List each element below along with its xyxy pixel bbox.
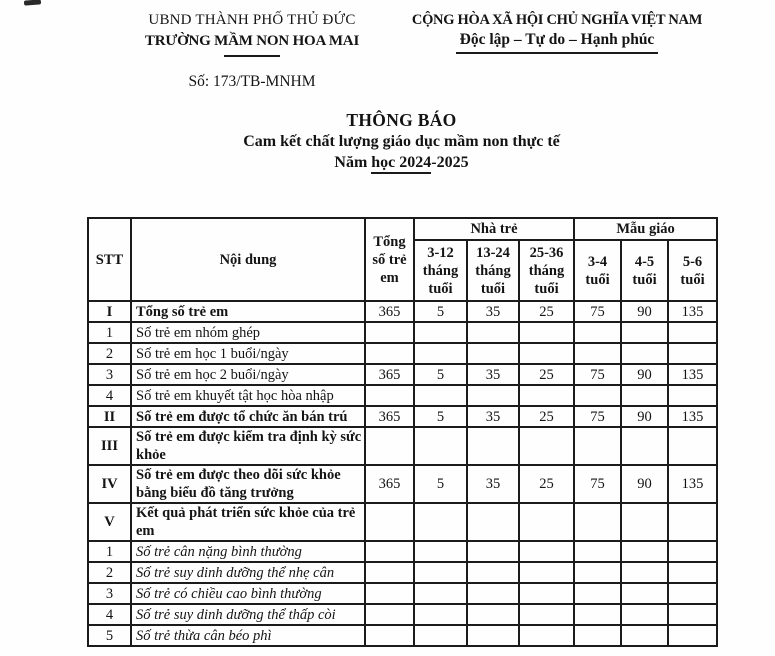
row-value — [621, 625, 668, 646]
scan-artifact — [24, 0, 41, 6]
document-number: Số: 173/TB-MNHM — [188, 73, 316, 90]
row-value — [414, 625, 467, 646]
row-value — [467, 503, 519, 541]
table-row — [88, 541, 717, 562]
row-stt: 4 — [88, 385, 131, 406]
row-value: 5 — [414, 301, 467, 322]
row-stt: 2 — [88, 343, 131, 364]
table-row — [88, 343, 717, 364]
header-age-4-5y: 4-5 tuổi — [621, 240, 668, 301]
row-value — [621, 503, 668, 541]
row-value — [414, 385, 467, 406]
row-label: Số trẻ em được kiểm tra định kỳ sức khỏe — [131, 427, 365, 465]
letterhead-left-rule — [224, 55, 280, 57]
school-year-suffix: -2025 — [431, 154, 469, 171]
row-value: 35 — [467, 301, 519, 322]
row-value — [467, 385, 519, 406]
row-value — [621, 385, 668, 406]
row-value — [621, 322, 668, 343]
row-label: Số trẻ em nhóm ghép — [131, 322, 365, 343]
row-value: 35 — [467, 364, 519, 385]
header-group-kindergarten: Mẫu giáo — [574, 218, 717, 240]
row-value: 365 — [365, 406, 414, 427]
row-value: 25 — [519, 406, 574, 427]
row-value — [365, 322, 414, 343]
row-value — [365, 541, 414, 562]
row-stt: 5 — [88, 625, 131, 646]
table-row — [88, 385, 717, 406]
row-stt: IV — [88, 465, 131, 503]
row-value — [365, 343, 414, 364]
row-stt: 2 — [88, 562, 131, 583]
school-name: TRƯỜNG MẦM NON HOA MAI — [144, 33, 360, 49]
row-value — [414, 322, 467, 343]
table-row — [88, 406, 717, 427]
row-stt: 4 — [88, 604, 131, 625]
row-label: Số trẻ em học 1 buổi/ngày — [131, 343, 365, 364]
row-value — [414, 503, 467, 541]
row-label: Số trẻ thừa cân béo phì — [131, 625, 365, 646]
row-value — [519, 427, 574, 465]
header-group-nursery: Nhà trẻ — [414, 218, 574, 240]
row-value — [467, 583, 519, 604]
row-stt: V — [88, 503, 131, 541]
row-value — [574, 322, 621, 343]
row-value — [621, 541, 668, 562]
row-value — [574, 562, 621, 583]
row-value: 90 — [621, 301, 668, 322]
row-value — [574, 343, 621, 364]
row-value — [668, 503, 717, 541]
row-value — [365, 427, 414, 465]
row-value: 135 — [668, 465, 717, 503]
row-label: Số trẻ em khuyết tật học hòa nhập — [131, 385, 365, 406]
notice-title: THÔNG BÁO — [346, 110, 457, 130]
row-value: 365 — [365, 364, 414, 385]
national-motto-line2: Độc lập – Tự do – Hạnh phúc — [456, 30, 659, 54]
row-value — [467, 322, 519, 343]
row-value — [574, 583, 621, 604]
row-value: 5 — [414, 465, 467, 503]
row-value — [621, 583, 668, 604]
row-value — [467, 562, 519, 583]
row-value — [621, 343, 668, 364]
row-value: 35 — [467, 406, 519, 427]
row-label: Số trẻ cân nặng bình thường — [131, 541, 365, 562]
row-value — [519, 541, 574, 562]
national-motto-line1: CỘNG HÒA XÃ HỘI CHỦ NGHĨA VIỆT NAM — [411, 12, 703, 28]
table-row — [88, 562, 717, 583]
row-value: 5 — [414, 364, 467, 385]
row-value — [365, 385, 414, 406]
row-value — [621, 604, 668, 625]
row-value: 25 — [519, 465, 574, 503]
row-value: 90 — [621, 406, 668, 427]
row-value — [574, 385, 621, 406]
row-value — [668, 625, 717, 646]
row-value — [519, 583, 574, 604]
row-value — [365, 503, 414, 541]
school-year-underlined: học 2024 — [371, 154, 431, 174]
row-value — [668, 604, 717, 625]
row-value — [668, 583, 717, 604]
letterhead-right — [396, 10, 718, 54]
notice-subtitle: Cam kết chất lượng giáo dục mầm non thực tế — [243, 133, 560, 150]
table-header-group-row — [88, 218, 717, 240]
row-value: 5 — [414, 406, 467, 427]
row-label: Kết quả phát triển sức khỏe của trẻ em — [131, 503, 365, 541]
table-row — [88, 427, 717, 465]
row-stt: 3 — [88, 364, 131, 385]
header-age-3-12m: 3-12 tháng tuổi — [414, 240, 467, 301]
row-value — [365, 625, 414, 646]
row-value — [467, 625, 519, 646]
school-year-prefix: Năm — [334, 154, 372, 171]
row-value — [414, 562, 467, 583]
row-value — [414, 604, 467, 625]
row-label: Số trẻ em học 2 buổi/ngày — [131, 364, 365, 385]
row-label: Số trẻ suy dinh dưỡng thể thấp còi — [131, 604, 365, 625]
row-value — [414, 343, 467, 364]
row-value — [519, 322, 574, 343]
row-label: Số trẻ suy dinh dưỡng thể nhẹ cân — [131, 562, 365, 583]
row-value — [621, 427, 668, 465]
header-age-5-6y: 5-6 tuổi — [668, 240, 717, 301]
row-stt: III — [88, 427, 131, 465]
row-value — [467, 343, 519, 364]
row-value — [668, 541, 717, 562]
row-value — [519, 503, 574, 541]
header-content: Nội dung — [131, 218, 365, 301]
table-row — [88, 322, 717, 343]
header-age-25-36m: 25-36 tháng tuổi — [519, 240, 574, 301]
row-value — [574, 503, 621, 541]
row-value — [414, 541, 467, 562]
table-row — [88, 364, 717, 385]
title-block — [87, 109, 716, 174]
row-value — [668, 322, 717, 343]
row-stt: 1 — [88, 322, 131, 343]
row-value — [365, 583, 414, 604]
row-stt: 1 — [88, 541, 131, 562]
row-value — [519, 385, 574, 406]
row-value: 135 — [668, 406, 717, 427]
row-value — [668, 343, 717, 364]
row-value — [519, 343, 574, 364]
table-row — [88, 503, 717, 541]
row-value — [365, 562, 414, 583]
row-value — [621, 562, 668, 583]
row-value: 135 — [668, 301, 717, 322]
row-value: 75 — [574, 301, 621, 322]
issuing-authority: UBND THÀNH PHỐ THỦ ĐỨC — [148, 12, 356, 28]
table-row — [88, 583, 717, 604]
row-label: Số trẻ em được tổ chức ăn bán trú — [131, 406, 365, 427]
commitment-table — [87, 217, 718, 647]
row-value — [519, 604, 574, 625]
table-row — [88, 604, 717, 625]
row-value — [467, 604, 519, 625]
row-stt: II — [88, 406, 131, 427]
row-value — [574, 604, 621, 625]
row-value — [574, 625, 621, 646]
header-stt: STT — [88, 218, 131, 301]
header-age-3-4y: 3-4 tuổi — [574, 240, 621, 301]
header-total-children: Tổng số trẻ em — [365, 218, 414, 301]
row-label: Số trẻ em được theo dõi sức khỏe bằng biểu đồ tăng trưởng — [131, 465, 365, 503]
row-value: 90 — [621, 364, 668, 385]
row-value: 25 — [519, 364, 574, 385]
row-value — [668, 562, 717, 583]
row-label: Tổng số trẻ em — [131, 301, 365, 322]
table-row — [88, 465, 717, 503]
row-stt: 3 — [88, 583, 131, 604]
row-value: 135 — [668, 364, 717, 385]
row-value — [414, 583, 467, 604]
letterhead-left — [128, 10, 376, 92]
row-label: Số trẻ có chiều cao bình thường — [131, 583, 365, 604]
row-value — [519, 562, 574, 583]
row-value: 75 — [574, 364, 621, 385]
row-value — [414, 427, 467, 465]
row-value: 75 — [574, 465, 621, 503]
row-value — [519, 625, 574, 646]
row-value — [467, 541, 519, 562]
row-value: 90 — [621, 465, 668, 503]
table-row — [88, 625, 717, 646]
row-value: 75 — [574, 406, 621, 427]
row-value — [668, 427, 717, 465]
row-value: 25 — [519, 301, 574, 322]
table-row — [88, 301, 717, 322]
row-value — [467, 427, 519, 465]
table-body — [88, 301, 717, 646]
row-value: 35 — [467, 465, 519, 503]
row-value: 365 — [365, 301, 414, 322]
row-value: 365 — [365, 465, 414, 503]
row-stt: I — [88, 301, 131, 322]
header-age-13-24m: 13-24 tháng tuổi — [467, 240, 519, 301]
row-value — [574, 541, 621, 562]
row-value — [365, 604, 414, 625]
row-value — [574, 427, 621, 465]
row-value — [668, 385, 717, 406]
school-year-line — [87, 152, 716, 174]
